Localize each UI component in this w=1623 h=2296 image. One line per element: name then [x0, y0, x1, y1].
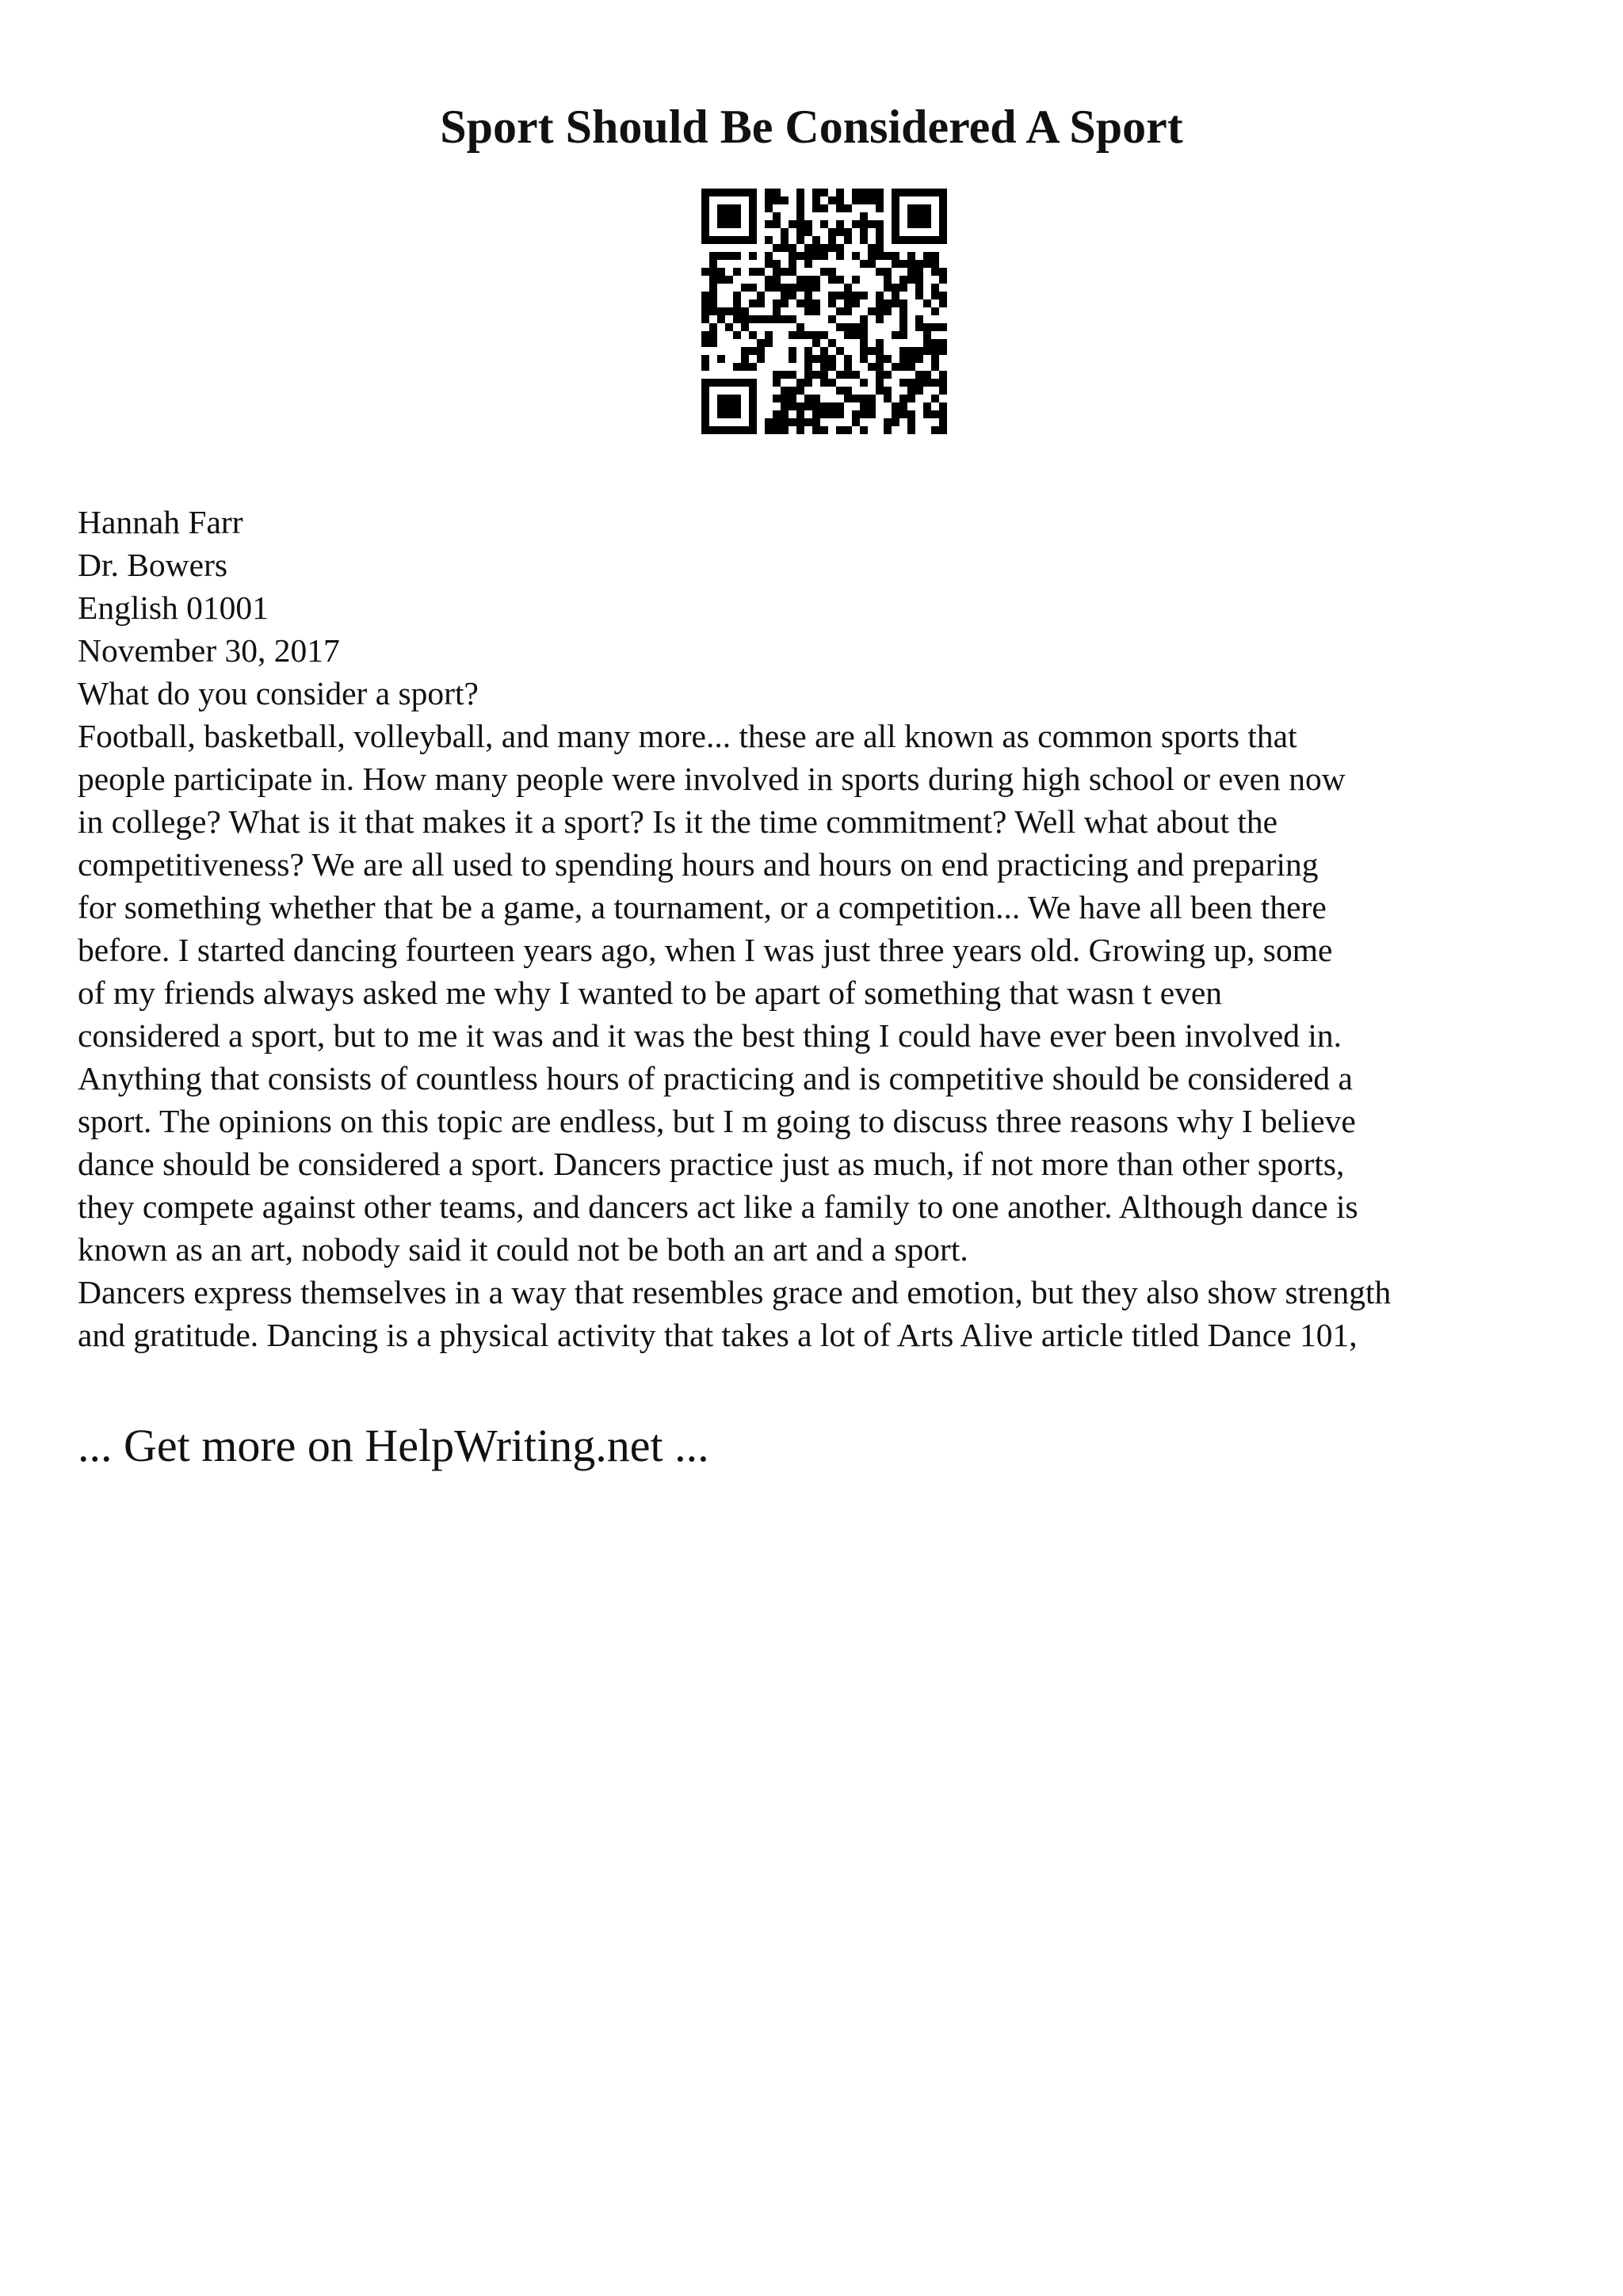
body-line: known as an art, nobody said it could not be both an art and a sport.	[78, 1231, 968, 1268]
body-line: Dancers express themselves in a way that resembles grace and emotion, but they also show strength	[78, 1274, 1392, 1310]
document-title: Sport Should Be Considered A Sport	[440, 101, 1183, 153]
body-line: competitiveness? We are all used to spending hours and hours on end practicing and preparing	[78, 846, 1319, 883]
instructor-name: Dr. Bowers	[78, 547, 228, 583]
body-line: dance should be considered a sport. Dancers practice just as much, if not more than other sports,	[78, 1146, 1345, 1182]
body-line: considered a sport, but to me it was and it was the best thing I could have ever been involved in.	[78, 1017, 1342, 1054]
body-line: sport. The opinions on this topic are endless, but I m going to discuss three reasons why I believe	[78, 1103, 1356, 1139]
get-more-link[interactable]: ... Get more on HelpWriting.net ...	[78, 1420, 709, 1471]
body-line: of my friends always asked me why I wanted to be apart of something that wasn t even	[78, 974, 1223, 1011]
opening-question: What do you consider a sport?	[78, 675, 479, 711]
body-line: for something whether that be a game, a tournament, or a competition... We have all been there	[78, 889, 1327, 925]
body-line: before. I started dancing fourteen years ago, when I was just three years old. Growing up, some	[78, 932, 1333, 968]
course-name: English 01001	[78, 589, 269, 626]
body-line: and gratitude. Dancing is a physical activity that takes a lot of Arts Alive article titled Dance 101,	[78, 1317, 1358, 1353]
body-line: they compete against other teams, and dancers act like a family to one another. Although dance is	[78, 1188, 1358, 1225]
qr-code-icon	[701, 189, 947, 434]
author-name: Hannah Farr	[78, 504, 243, 540]
body-line: Anything that consists of countless hours of practicing and is competitive should be considered a	[78, 1060, 1353, 1097]
document-body	[78, 501, 1568, 1356]
body-line: people participate in. How many people were involved in sports during high school or even now	[78, 761, 1346, 797]
body-line: in college? What is it that makes it a sport? Is it the time commitment? Well what about the	[78, 803, 1278, 840]
document-date: November 30, 2017	[78, 632, 340, 669]
body-line: Football, basketball, volleyball, and many more... these are all known as common sports that	[78, 718, 1297, 754]
